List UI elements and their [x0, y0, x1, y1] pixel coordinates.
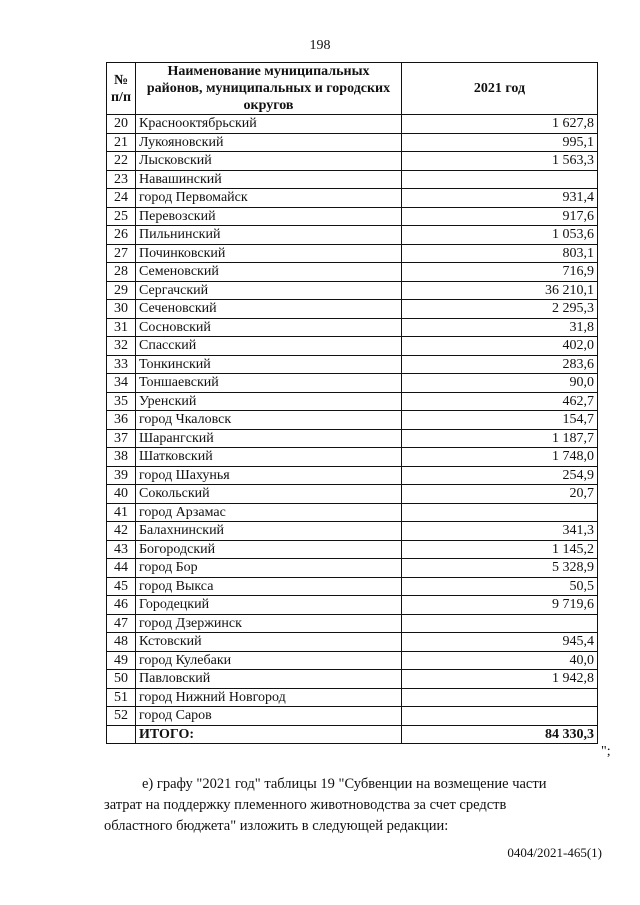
row-value	[402, 707, 598, 726]
table-row	[107, 688, 598, 707]
row-value: 945,4	[402, 633, 598, 652]
row-number: 29	[107, 281, 136, 300]
table-row	[107, 540, 598, 559]
row-number: 21	[107, 133, 136, 152]
closing-quote: ";	[601, 744, 611, 759]
row-number: 47	[107, 614, 136, 633]
row-number: 31	[107, 318, 136, 337]
row-number: 46	[107, 596, 136, 615]
row-number: 41	[107, 503, 136, 522]
table-row	[107, 355, 598, 374]
row-value: 254,9	[402, 466, 598, 485]
row-number: 45	[107, 577, 136, 596]
row-municipality: город Чкаловск	[136, 411, 402, 430]
row-value: 1 942,8	[402, 670, 598, 689]
row-number: 52	[107, 707, 136, 726]
row-municipality: Балахнинский	[136, 522, 402, 541]
page-number: 198	[309, 38, 331, 53]
row-value: 36 210,1	[402, 281, 598, 300]
row-number: 40	[107, 485, 136, 504]
row-value: 716,9	[402, 263, 598, 282]
row-value: 1 627,8	[402, 115, 598, 134]
table-row	[107, 115, 598, 134]
row-value: 40,0	[402, 651, 598, 670]
table-row	[107, 596, 598, 615]
row-number: 26	[107, 226, 136, 245]
table-row	[107, 466, 598, 485]
table-row	[107, 485, 598, 504]
row-value: 1 053,6	[402, 226, 598, 245]
row-value	[402, 170, 598, 189]
row-value: 341,3	[402, 522, 598, 541]
row-number: 43	[107, 540, 136, 559]
row-municipality: Тоншаевский	[136, 374, 402, 393]
table-header-row	[107, 63, 598, 115]
row-municipality: город Кулебаки	[136, 651, 402, 670]
table-body	[107, 115, 598, 744]
row-number: 37	[107, 429, 136, 448]
paragraph-line-3: областного бюджета" изложить в следующей редакции:	[104, 818, 449, 834]
table-row	[107, 318, 598, 337]
row-municipality: Семеновский	[136, 263, 402, 282]
table-row	[107, 559, 598, 578]
header-year: 2021 год	[402, 63, 598, 115]
row-number: 51	[107, 688, 136, 707]
row-municipality: Починковский	[136, 244, 402, 263]
row-municipality: город Первомайск	[136, 189, 402, 208]
total-label: ИТОГО:	[136, 725, 402, 744]
row-value: 154,7	[402, 411, 598, 430]
row-municipality: город Дзержинск	[136, 614, 402, 633]
row-number: 49	[107, 651, 136, 670]
row-value: 2 295,3	[402, 300, 598, 319]
row-municipality: город Нижний Новгород	[136, 688, 402, 707]
row-number: 30	[107, 300, 136, 319]
header-municipality: Наименование муниципальных районов, муниципальных и городских округов	[136, 63, 402, 115]
row-value: 931,4	[402, 189, 598, 208]
row-municipality: Городецкий	[136, 596, 402, 615]
row-value: 283,6	[402, 355, 598, 374]
table-row	[107, 633, 598, 652]
table-row	[107, 244, 598, 263]
table-row	[107, 374, 598, 393]
row-value: 917,6	[402, 207, 598, 226]
row-number: 28	[107, 263, 136, 282]
row-value: 1 563,3	[402, 152, 598, 171]
row-value: 1 187,7	[402, 429, 598, 448]
row-number: 48	[107, 633, 136, 652]
table-row	[107, 670, 598, 689]
row-municipality: Шатковский	[136, 448, 402, 467]
table-row	[107, 170, 598, 189]
table-row	[107, 429, 598, 448]
row-municipality: Пильнинский	[136, 226, 402, 245]
row-number: 32	[107, 337, 136, 356]
document-code: 0404/2021-465(1)	[507, 845, 602, 860]
row-number: 33	[107, 355, 136, 374]
row-value: 803,1	[402, 244, 598, 263]
table-row	[107, 392, 598, 411]
row-number: 22	[107, 152, 136, 171]
row-municipality: Навашинский	[136, 170, 402, 189]
total-number-cell	[107, 725, 136, 744]
table-row	[107, 651, 598, 670]
row-number: 38	[107, 448, 136, 467]
row-municipality: Сергачский	[136, 281, 402, 300]
table-row	[107, 226, 598, 245]
row-municipality: Тонкинский	[136, 355, 402, 374]
row-number: 44	[107, 559, 136, 578]
table-row	[107, 448, 598, 467]
row-municipality: Богородский	[136, 540, 402, 559]
table-row	[107, 133, 598, 152]
row-municipality: Сокольский	[136, 485, 402, 504]
row-municipality: Краснооктябрьский	[136, 115, 402, 134]
table-row	[107, 614, 598, 633]
total-row	[107, 725, 598, 744]
row-number: 39	[107, 466, 136, 485]
row-number: 42	[107, 522, 136, 541]
row-municipality: Кстовский	[136, 633, 402, 652]
row-municipality: Спасский	[136, 337, 402, 356]
row-number: 23	[107, 170, 136, 189]
row-municipality: город Арзамас	[136, 503, 402, 522]
row-value: 402,0	[402, 337, 598, 356]
paragraph-line-2: затрат на поддержку племенного животноводства за счет средств	[104, 797, 507, 813]
row-municipality: Сосновский	[136, 318, 402, 337]
row-value	[402, 614, 598, 633]
paragraph-line-1: е) графу "2021 год" таблицы 19 "Субвенции на возмещение части	[142, 776, 547, 792]
subsidy-table	[106, 62, 598, 744]
table-row	[107, 522, 598, 541]
table-row	[107, 503, 598, 522]
row-municipality: Сеченовский	[136, 300, 402, 319]
row-value: 31,8	[402, 318, 598, 337]
total-value: 84 330,3	[402, 725, 598, 744]
row-municipality: город Саров	[136, 707, 402, 726]
table-row	[107, 337, 598, 356]
amendment-paragraph	[104, 774, 600, 837]
row-municipality: Уренский	[136, 392, 402, 411]
row-number: 20	[107, 115, 136, 134]
row-number: 36	[107, 411, 136, 430]
row-value: 1 145,2	[402, 540, 598, 559]
row-value: 462,7	[402, 392, 598, 411]
row-municipality: город Выкса	[136, 577, 402, 596]
table-row	[107, 263, 598, 282]
table-row	[107, 411, 598, 430]
row-number: 50	[107, 670, 136, 689]
table-row	[107, 207, 598, 226]
row-value: 1 748,0	[402, 448, 598, 467]
row-number: 25	[107, 207, 136, 226]
table-row	[107, 281, 598, 300]
row-municipality: Шарангский	[136, 429, 402, 448]
row-municipality: Павловский	[136, 670, 402, 689]
row-municipality: Лысковский	[136, 152, 402, 171]
row-number: 34	[107, 374, 136, 393]
row-value: 9 719,6	[402, 596, 598, 615]
header-number: № п/п	[107, 63, 136, 115]
row-value: 5 328,9	[402, 559, 598, 578]
row-municipality: Лукояновский	[136, 133, 402, 152]
row-value	[402, 503, 598, 522]
row-value: 20,7	[402, 485, 598, 504]
table-row	[107, 300, 598, 319]
row-number: 24	[107, 189, 136, 208]
table-row	[107, 152, 598, 171]
row-value: 995,1	[402, 133, 598, 152]
table-row	[107, 707, 598, 726]
table-row	[107, 189, 598, 208]
row-municipality: город Бор	[136, 559, 402, 578]
row-number: 35	[107, 392, 136, 411]
row-municipality: город Шахунья	[136, 466, 402, 485]
row-value	[402, 688, 598, 707]
row-value: 90,0	[402, 374, 598, 393]
row-value: 50,5	[402, 577, 598, 596]
row-number: 27	[107, 244, 136, 263]
table-row	[107, 577, 598, 596]
row-municipality: Перевозский	[136, 207, 402, 226]
